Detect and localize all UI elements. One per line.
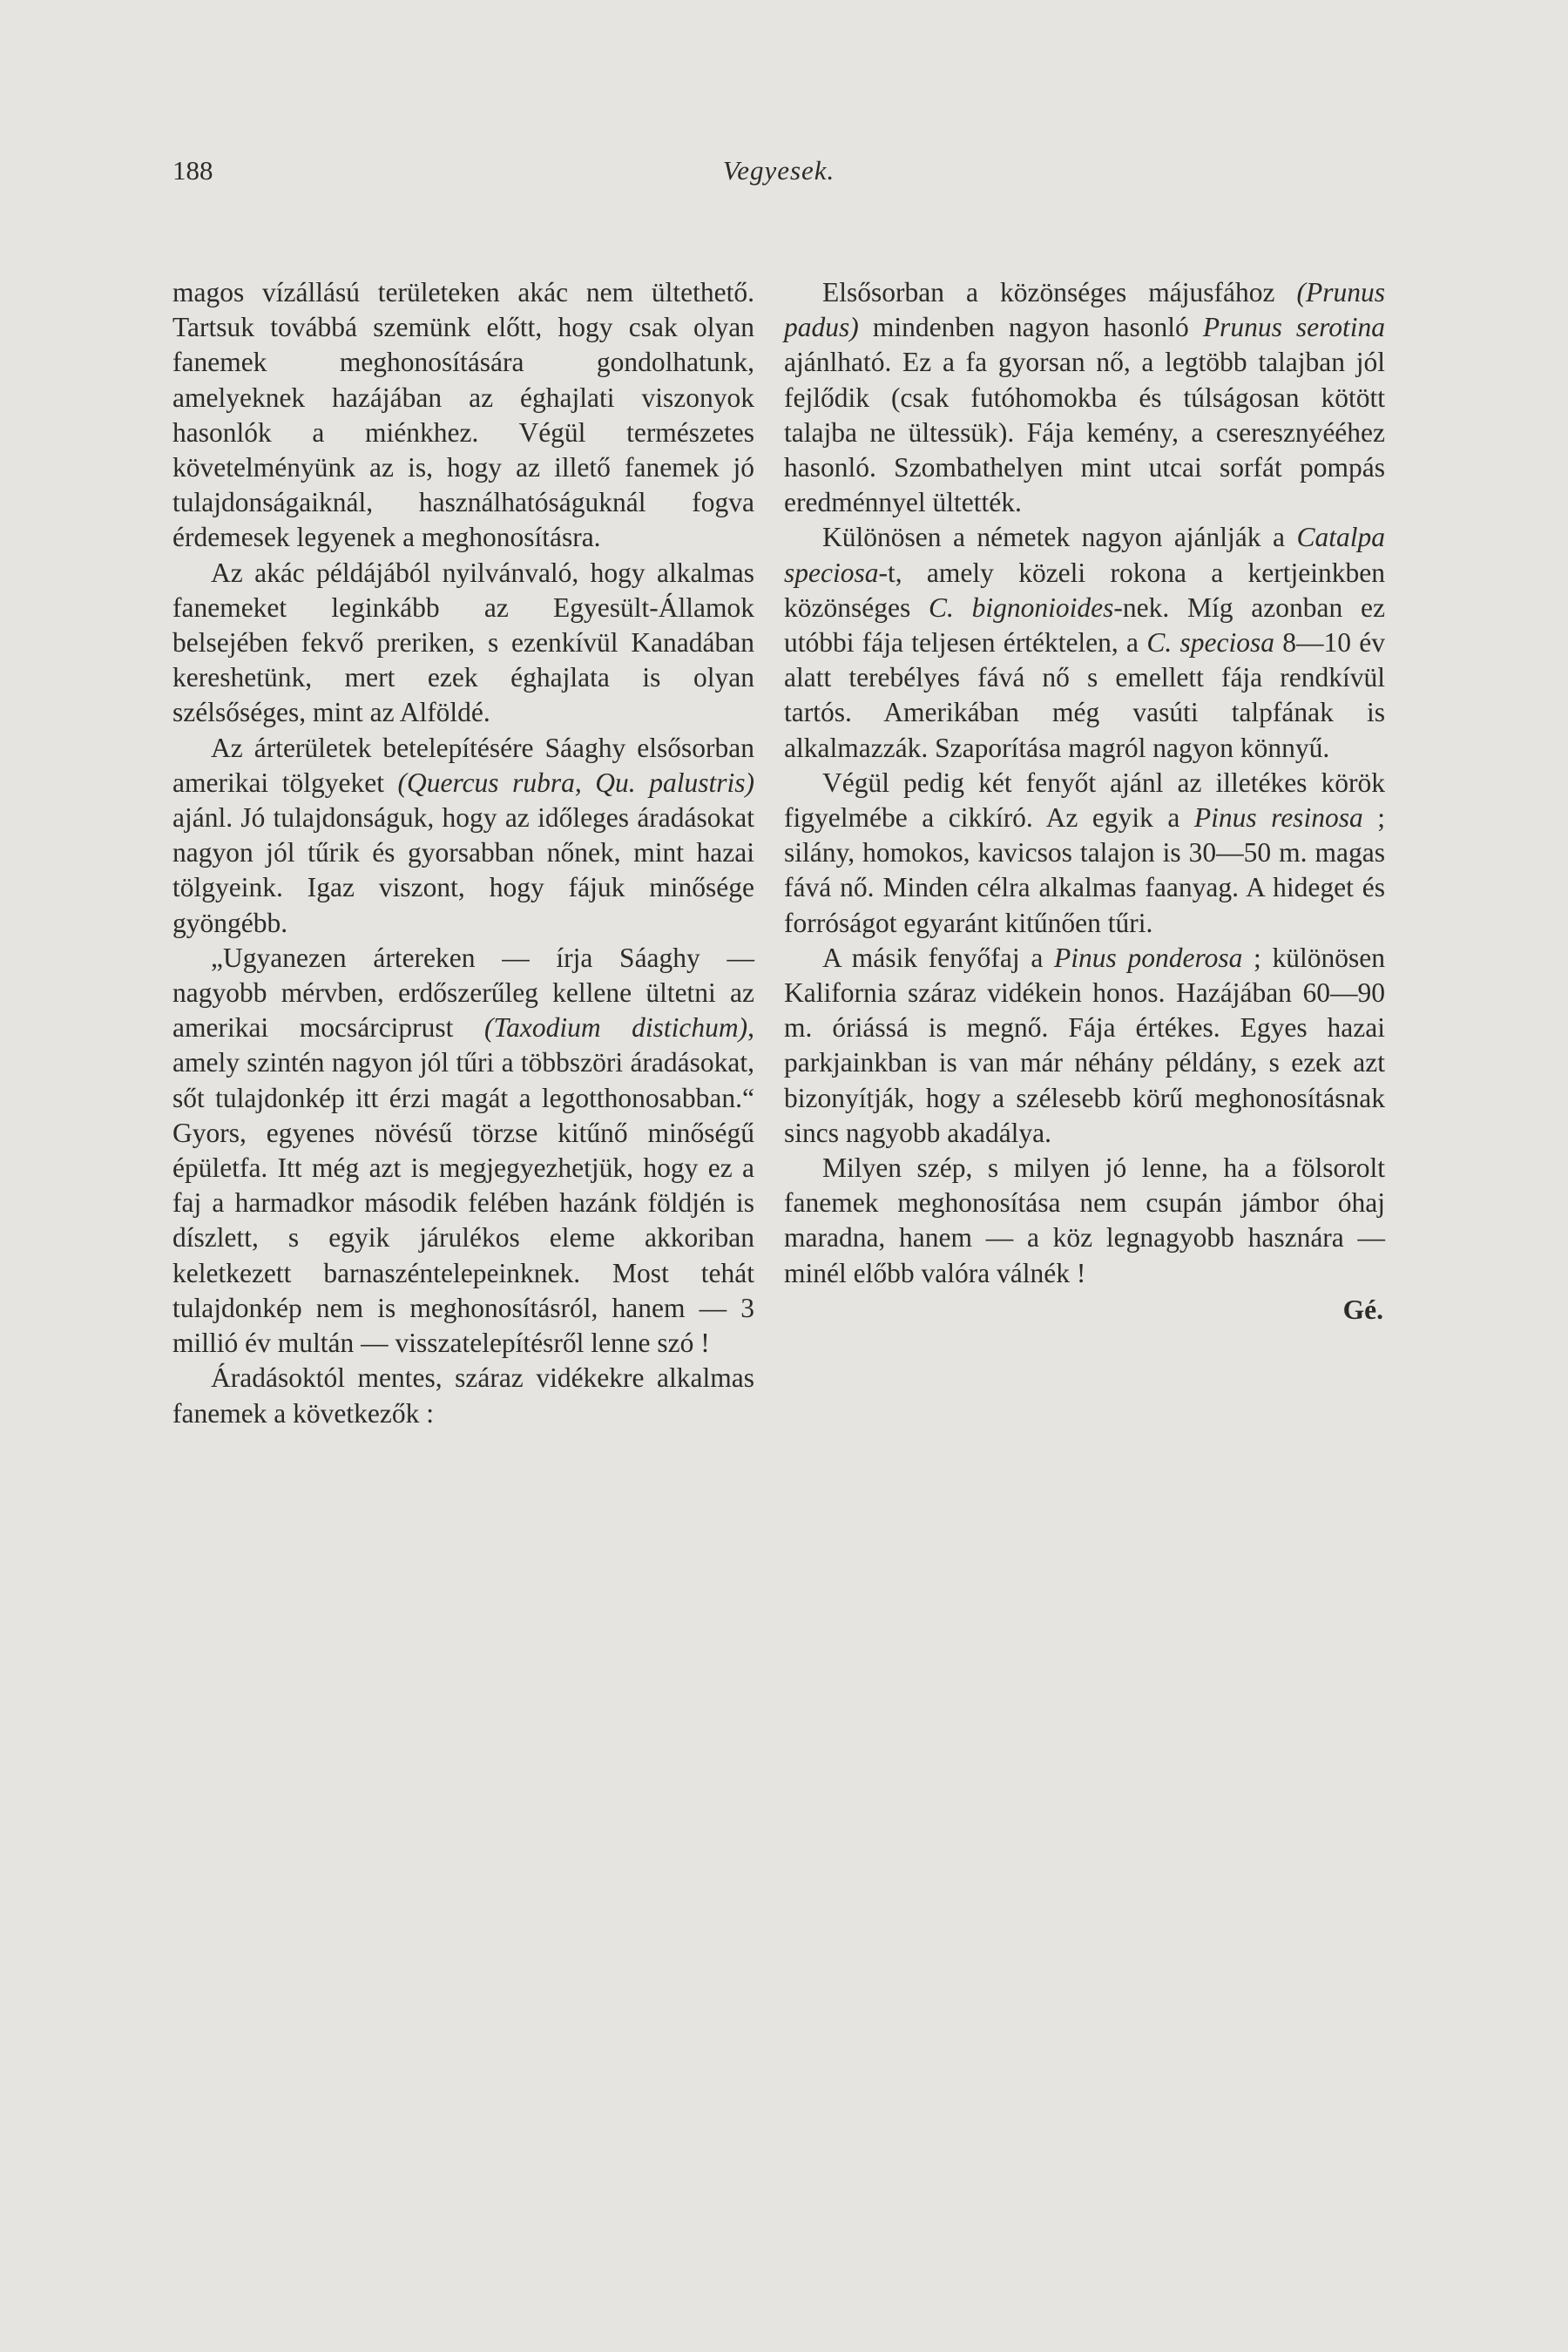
paragraph xyxy=(784,1151,1385,1291)
text-run: ; silány, homokos, kavicsos talajon is 30—50 m. magas fává nő. Minden célra alkalmas faanyag. A hideget és forróságot egyaránt kitűnően tűri. xyxy=(784,802,1385,938)
italic-term: C. speciosa xyxy=(1146,627,1274,659)
italic-term: (Quercus rubra, Qu. palustris) xyxy=(397,767,755,798)
text-run: magos vízállású területeken akác nem ültethető. Tartsuk továbbá szemünk előtt, hogy csak olyan fanemek meghonosítására gondolhatunk, amelyeknek hazájában az éghajlati viszonyok hasonlók a miénkhez. Végül természetes követelményünk az is, hogy az illető fanemek jó tulajdonságaiknál, használhatóságuknál fogva érdemesek legyenek a meghonosításra. xyxy=(172,277,754,553)
text-run: mindenben nagyon hasonló xyxy=(858,312,1203,343)
text-run: Áradásoktól mentes, száraz vidékekre alkalmas fanemek a következők : xyxy=(172,1362,754,1429)
text-run: Milyen szép, s milyen jó lenne, ha a fölsorolt fanemek meghonosítása nem csupán jámbor óhaj maradna, hanem — a köz legnagyobb hasznára — minél előbb valóra válnék ! xyxy=(784,1152,1385,1288)
text-run: A másik fenyőfaj a xyxy=(822,942,1055,973)
right-column-body xyxy=(784,275,1385,1291)
author-signature: Gé. xyxy=(1342,1294,1383,1325)
paragraph xyxy=(172,1361,754,1430)
paragraph xyxy=(172,941,754,1361)
running-title: Vegyesek. xyxy=(722,155,835,186)
italic-term: (Prunus padus) xyxy=(784,277,1385,343)
text-run: 8—10 év alatt terebélyes fává nő s emellett fája rendkívül tartós. Amerikában még vasúti talpfának is alkalmazzák. Szaporítása magról nagyon könnyű. xyxy=(784,627,1385,763)
text-run: Az akác példájából nyilvánvaló, hogy alkalmas fanemeket leginkább az Egyesült-Államok belsejében fekvő preriken, s ezenkívül Kanadában kereshetünk, mert ezek éghajlata is olyan szélsőséges, mint az Alföldé. xyxy=(172,557,754,728)
left-text-column xyxy=(172,275,754,1431)
page-number: 188 xyxy=(172,155,213,186)
text-run: „Ugyanezen ártereken — írja Sáaghy — nagyobb mérvben, erdőszerűleg kellene ültetni az amerikai mocsárciprust xyxy=(172,942,754,1044)
text-run: Végül pedig két fenyőt ajánl az illetékes körök figyelmébe a cikkíró. Az egyik a xyxy=(784,767,1385,834)
text-run: Elsősorban a közönséges májusfához xyxy=(822,277,1297,308)
italic-term: C. bignonioides xyxy=(929,591,1114,623)
italic-term: Pinus resinosa xyxy=(1193,802,1363,834)
paragraph xyxy=(172,556,754,731)
text-run: ajánlható. Ez a fa gyorsan nő, a legtöbb talajban jól fejlődik (csak futóhomokba és túlságosan kötött talajba ne ültessük). Fája kemény, a cseresznyééhez hasonló. Szombathelyen mint utcai sorfát pompás eredménnyel ültették. xyxy=(784,347,1385,518)
text-run: -nek. Míg azonban ez utóbbi fája teljesen értéktelen, a xyxy=(784,591,1385,659)
right-text-column xyxy=(784,275,1385,1328)
text-run: -t, amely közeli rokona a kertjeinkben közönséges xyxy=(784,557,1385,623)
page-header xyxy=(172,153,1385,195)
text-run: ; különösen Kalifornia száraz vidékein honos. Hazájában 60—90 m. óriássá is megnő. Fája értékes. Egyes hazai parkjainkban is van már néhány példány, s ezek azt bizonyítják, hogy a szélesebb körű meghonosításnak sincs nagyobb akadálya. xyxy=(784,942,1385,1148)
paragraph xyxy=(172,275,754,556)
italic-term: (Taxodium distichum) xyxy=(483,1012,748,1044)
text-run: , amely szintén nagyon jól tűri a többszöri áradásokat, sőt tulajdonkép itt érzi magát a legotthonosabban.“ Gyors, egyenes növésű törzse kitűnő minőségű épületfa. Itt még azt is megjegyezhetjük, hogy ez a faj a harmadkor második felében hazánk földjén is díszlett, s egyik járulékos eleme akkoriban keletkezett barnaszéntelepeinknek. Most tehát tulajdonkép nem is meghonosításról, hanem — 3 millió év multán — visszatelepítésről lenne szó ! xyxy=(172,1012,754,1359)
italic-term: Pinus ponderosa xyxy=(1054,942,1243,973)
paragraph xyxy=(784,520,1385,765)
text-run: Az árterületek betelepítésére Sáaghy elsősorban amerikai tölgyeket xyxy=(172,732,754,798)
paragraph xyxy=(784,275,1385,520)
italic-term: Prunus serotina xyxy=(1202,312,1385,343)
paragraph xyxy=(172,731,754,941)
text-run: ajánl. Jó tulajdonságuk, hogy az időleges áradásokat nagyon jól tűrik és gyorsabban nőnek, mint hazai tölgyeink. Igaz viszont, hogy fájuk minősége gyöngébb. xyxy=(172,802,754,938)
italic-term: Catalpa speciosa xyxy=(784,522,1385,588)
text-run: Különösen a németek nagyon ajánlják a xyxy=(822,522,1297,553)
paragraph xyxy=(784,766,1385,941)
paragraph xyxy=(784,941,1385,1151)
